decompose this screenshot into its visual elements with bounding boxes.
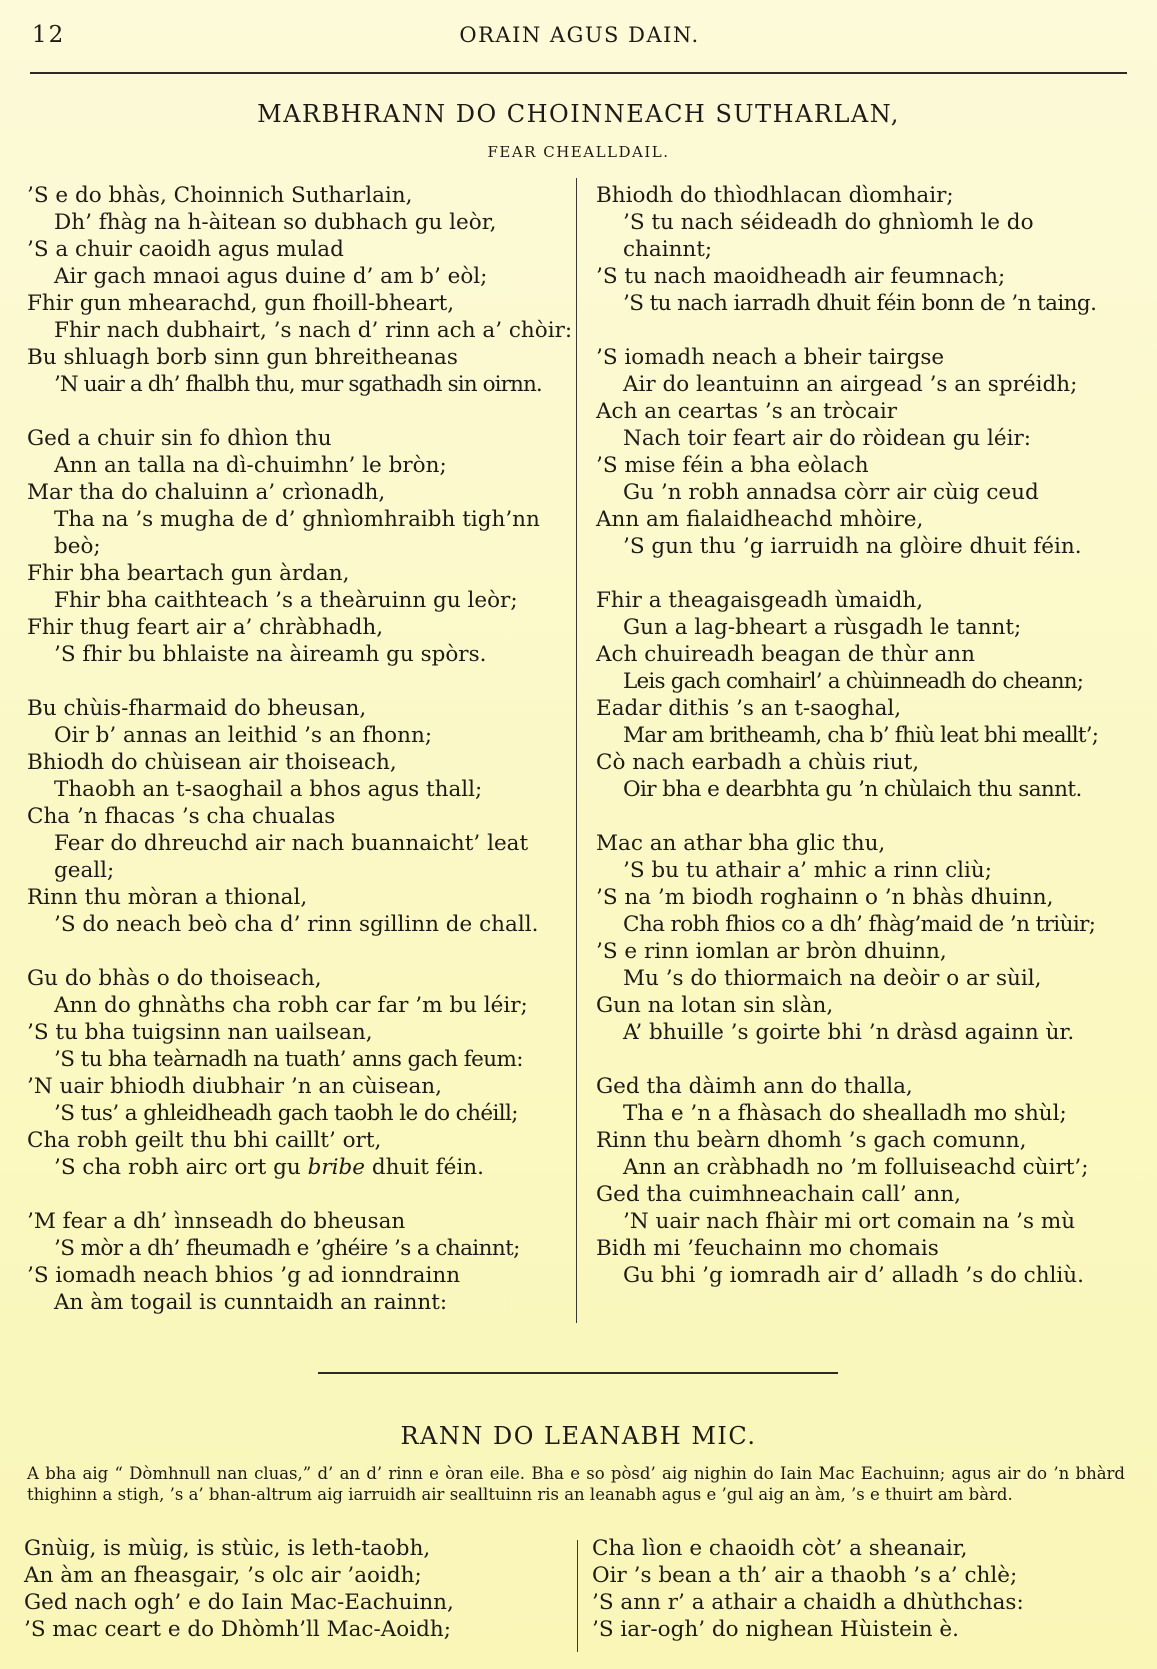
- verse-line: Tha na ’s mugha de d’ ghnìomhraibh tigh’nn beò;: [54, 507, 540, 559]
- column-divider: [576, 178, 577, 1323]
- verse-line: Rinn thu beàrn dhomh ’s gach comunn,: [596, 1128, 1027, 1153]
- page-header: [32, 22, 1127, 52]
- verse-line: Bhiodh do chùisean air thoiseach,: [27, 750, 397, 775]
- verse-line: ’S na ’m biodh roghainn o ’n bhàs dhuinn,: [596, 885, 1054, 910]
- verse-line: Ann an cràbhadh no ’m folluiseachd cùirt’;: [623, 1155, 1089, 1180]
- poem1-left-column: [27, 182, 572, 1343]
- verse-line: Cha lìon e chaoidh còt’ a sheanair,: [592, 1536, 968, 1561]
- stanza: [596, 344, 1136, 560]
- verse-line: ’N uair bhiodh diubhair ’n an cùisean,: [27, 1074, 442, 1099]
- poem1-title: MARBHRANN DO CHOINNEACH SUTHARLAN,: [257, 100, 900, 128]
- verse-line: Bhiodh do thìodhlacan dìomhair;: [596, 183, 954, 208]
- verse-line: Cha robh geilt thu bhi caillt’ ort,: [27, 1128, 382, 1153]
- verse-line: Ged a chuir sin fo dhìon thu: [27, 426, 332, 451]
- verse-line: ’S fhir bu bhlaiste na àireamh gu spòrs.: [54, 642, 487, 667]
- verse-line: ’S tu nach iarradh dhuit féin bonn de ’n taing.: [623, 291, 1097, 316]
- stanza: [27, 695, 572, 938]
- stanza: [27, 425, 572, 668]
- verse-line: Nach toir feart air do ròidean gu léir:: [623, 426, 1032, 451]
- verse-line: Gun a lag-bheart a rùsgadh le tannt;: [623, 615, 1022, 640]
- verse-line: Oir ’s bean a th’ air a thaobh ’s a’ chlè;: [592, 1563, 1018, 1588]
- verse-line: Dh’ fhàg na h-àitean so dubhach gu leòr,: [54, 210, 497, 235]
- verse-line: Oir b’ annas an leithid ’s an fhonn;: [54, 723, 433, 748]
- verse-line: Ann am fialaidheachd mhòire,: [596, 507, 924, 532]
- verse-line: Cò nach earbadh a chùis riut,: [596, 750, 920, 775]
- verse-line: Oir bha e dearbhta gu ’n chùlaich thu sannt.: [623, 777, 1082, 802]
- verse-line: ’N uair a dh’ fhalbh thu, mur sgathadh sin oirnn.: [54, 372, 542, 397]
- verse-line: Air do leantuinn an airgead ’s an spréidh;: [623, 372, 1078, 397]
- poem1-subtitle: FEAR CHEALLDAIL.: [487, 143, 670, 161]
- verse-line: Rinn thu mòran a thional,: [27, 885, 308, 910]
- verse-line: Mac an athar bha glic thu,: [596, 831, 886, 856]
- verse-line: ’S mòr a dh’ fheumadh e ’ghéire ’s a chainnt;: [54, 1236, 520, 1261]
- verse-line: Ann an talla na dì-chuimhn’ le bròn;: [54, 453, 447, 478]
- verse-line: Cha ’n fhacas ’s cha chualas: [27, 804, 336, 829]
- poem2-left-column: [24, 1535, 544, 1643]
- verse-line: Fear do dhreuchd air nach buannaicht’ leat geall;: [54, 831, 529, 883]
- verse-text: ’S cha robh airc ort gu: [54, 1155, 301, 1180]
- verse-line: Fhir a theagaisgeadh ùmaidh,: [596, 588, 924, 613]
- verse-line: Ann do ghnàths cha robh car far ’m bu léir;: [54, 993, 528, 1018]
- verse-line: ’S mise féin a bha eòlach: [596, 453, 869, 478]
- verse-line: Fhir bha beartach gun àrdan,: [27, 561, 350, 586]
- stanza: [596, 830, 1136, 1046]
- verse-line: ’S bu tu athair a’ mhic a rinn cliù;: [623, 858, 992, 883]
- verse-line: Bu chùis-fharmaid do bheusan,: [27, 696, 367, 721]
- verse-line: Bu shluagh borb sinn gun bhreitheanas: [27, 345, 458, 370]
- verse-line: Thaobh an t-saoghail a bhos agus thall;: [54, 777, 483, 802]
- verse-line: Gu ’n robh annadsa còrr air cùig ceud: [623, 480, 1039, 505]
- poem2-intro: A bha aig “ Dòmhnull nan cluas,” d’ an d’ rinn e òran eile. Bha e so pòsd’ aig nighin do Iain Mac Eachuinn; agus air do ’n bhàrd thighinn a stigh, ’s a’ bhan-altrum aig iarruidh air sealltuinn ris an leanabh agus e ’gul aig an àm, ’s e thuirt am bàrd.: [27, 1464, 1125, 1504]
- verse-line: Leis gach comhairl’ a chùinneadh do cheann;: [623, 669, 1084, 694]
- header-rule: [30, 72, 1127, 74]
- stanza: [596, 182, 1136, 317]
- verse-line: ’S mac ceart e do Dhòmh’ll Mac-Aoidh;: [24, 1617, 451, 1642]
- stanza: [596, 1073, 1136, 1289]
- verse-line: Ach chuireadh beagan de thùr ann: [596, 642, 975, 667]
- verse-line: ’S iomadh neach bhios ’g ad ionndrainn: [27, 1263, 461, 1288]
- verse-line: Mar am britheamh, cha b’ fhiù leat bhi meallt’;: [623, 723, 1099, 748]
- verse-line: Tha e ’n a fhàsach do shealladh mo shùl;: [623, 1101, 1067, 1126]
- verse-line: Fhir nach dubhairt, ’s nach d’ rinn ach a’ chòir:: [54, 318, 573, 343]
- verse-line: ’S do neach beò cha d’ rinn sgillinn de chall.: [54, 912, 539, 937]
- italic-word: bribe: [307, 1155, 366, 1180]
- verse-line: ’N uair nach fhàir mi ort comain na ’s mù: [623, 1209, 1076, 1234]
- poem2-right-column: [592, 1535, 1132, 1643]
- verse-line: Mu ’s do thiormaich na deòir o ar sùil,: [623, 966, 1042, 991]
- verse-line: An àm togail is cunntaidh an rainnt:: [54, 1290, 448, 1315]
- poem2-title: RANN DO LEANABH MIC.: [400, 1422, 757, 1450]
- verse-line: A’ bhuille ’s goirte bhi ’n dràsd againn ùr.: [623, 1020, 1075, 1045]
- verse-line: Gu bhi ’g iomradh air d’ alladh ’s do chliù.: [623, 1263, 1084, 1288]
- verse-line: Fhir thug feart air a’ chràbhadh,: [27, 615, 384, 640]
- verse-line: Bidh mi ’feuchainn mo chomais: [596, 1236, 939, 1261]
- section-separator: [318, 1372, 838, 1374]
- running-title: ORAIN AGUS DAIN.: [459, 23, 700, 47]
- verse-line: ’S e rinn iomlan ar bròn dhuinn,: [596, 939, 947, 964]
- verse-line: Ged tha dàimh ann do thalla,: [596, 1074, 913, 1099]
- page-number: 12: [32, 22, 66, 48]
- verse-line: Fhir bha caithteach ’s a theàruinn gu leòr;: [54, 588, 518, 613]
- verse-text: ’S tu nach séideadh do ghnìomh le do chainnt;: [623, 210, 1034, 262]
- verse-line: Gun na lotan sin slàn,: [596, 993, 834, 1018]
- column-divider: [577, 1540, 578, 1652]
- verse-line: ’S ann r’ a athair a chaidh a dhùthchas:: [592, 1590, 1024, 1615]
- stanza: [27, 182, 572, 398]
- verse-line: ’S iomadh neach a bheir tairgse: [596, 345, 945, 370]
- verse-line: [27, 1154, 572, 1181]
- verse-line: ’S e do bhàs, Choinnich Sutharlain,: [27, 183, 413, 208]
- verse-line: ’S tu nach maoidheadh air feumnach;: [596, 264, 1006, 289]
- stanza: [27, 1208, 572, 1316]
- verse-line: ’S gun thu ’g iarruidh na glòire dhuit féin.: [623, 534, 1082, 559]
- verse-line: ’S a chuir caoidh agus mulad: [27, 237, 344, 262]
- verse-line: Mar tha do chaluinn a’ crìonadh,: [27, 480, 386, 505]
- verse-line: ’S tus’ a ghleidheadh gach taobh le do chéill;: [54, 1101, 518, 1126]
- verse-line: An àm an fheasgair, ’s olc air ’aoidh;: [24, 1563, 422, 1588]
- verse-line: Ged nach ogh’ e do Iain Mac-Eachuinn,: [24, 1590, 454, 1615]
- verse-line: ’S tu bha tuigsinn nan uailsean,: [27, 1020, 373, 1045]
- verse-line: Gu do bhàs o do thoiseach,: [27, 966, 322, 991]
- verse-line: [596, 209, 1136, 263]
- poem1-right-column: [596, 182, 1136, 1316]
- verse-line: Cha robh fhios co a dh’ fhàg’maid de ’n triùir;: [623, 912, 1096, 937]
- verse-line: Gnùig, is mùig, is stùic, is leth-taobh,: [24, 1536, 431, 1561]
- verse-line: Ged tha cuimhneachain call’ ann,: [596, 1182, 961, 1207]
- verse-line: ’M fear a dh’ ìnnseadh do bheusan: [27, 1209, 406, 1234]
- verse-line: ’S tu bha teàrnadh na tuath’ anns gach feum:: [54, 1047, 523, 1072]
- verse-text: dhuit féin.: [371, 1155, 484, 1180]
- verse-line: Fhir gun mhearachd, gun fhoill-bheart,: [27, 291, 455, 316]
- verse-line: Ach an ceartas ’s an tròcair: [596, 399, 898, 424]
- verse-line: Air gach mnaoi agus duine d’ am b’ eòl;: [54, 264, 488, 289]
- stanza: [596, 587, 1136, 803]
- verse-line: Eadar dithis ’s an t-saoghal,: [596, 696, 902, 721]
- verse-line: ’S iar-ogh’ do nighean Hùistein è.: [592, 1617, 959, 1642]
- stanza: [27, 965, 572, 1181]
